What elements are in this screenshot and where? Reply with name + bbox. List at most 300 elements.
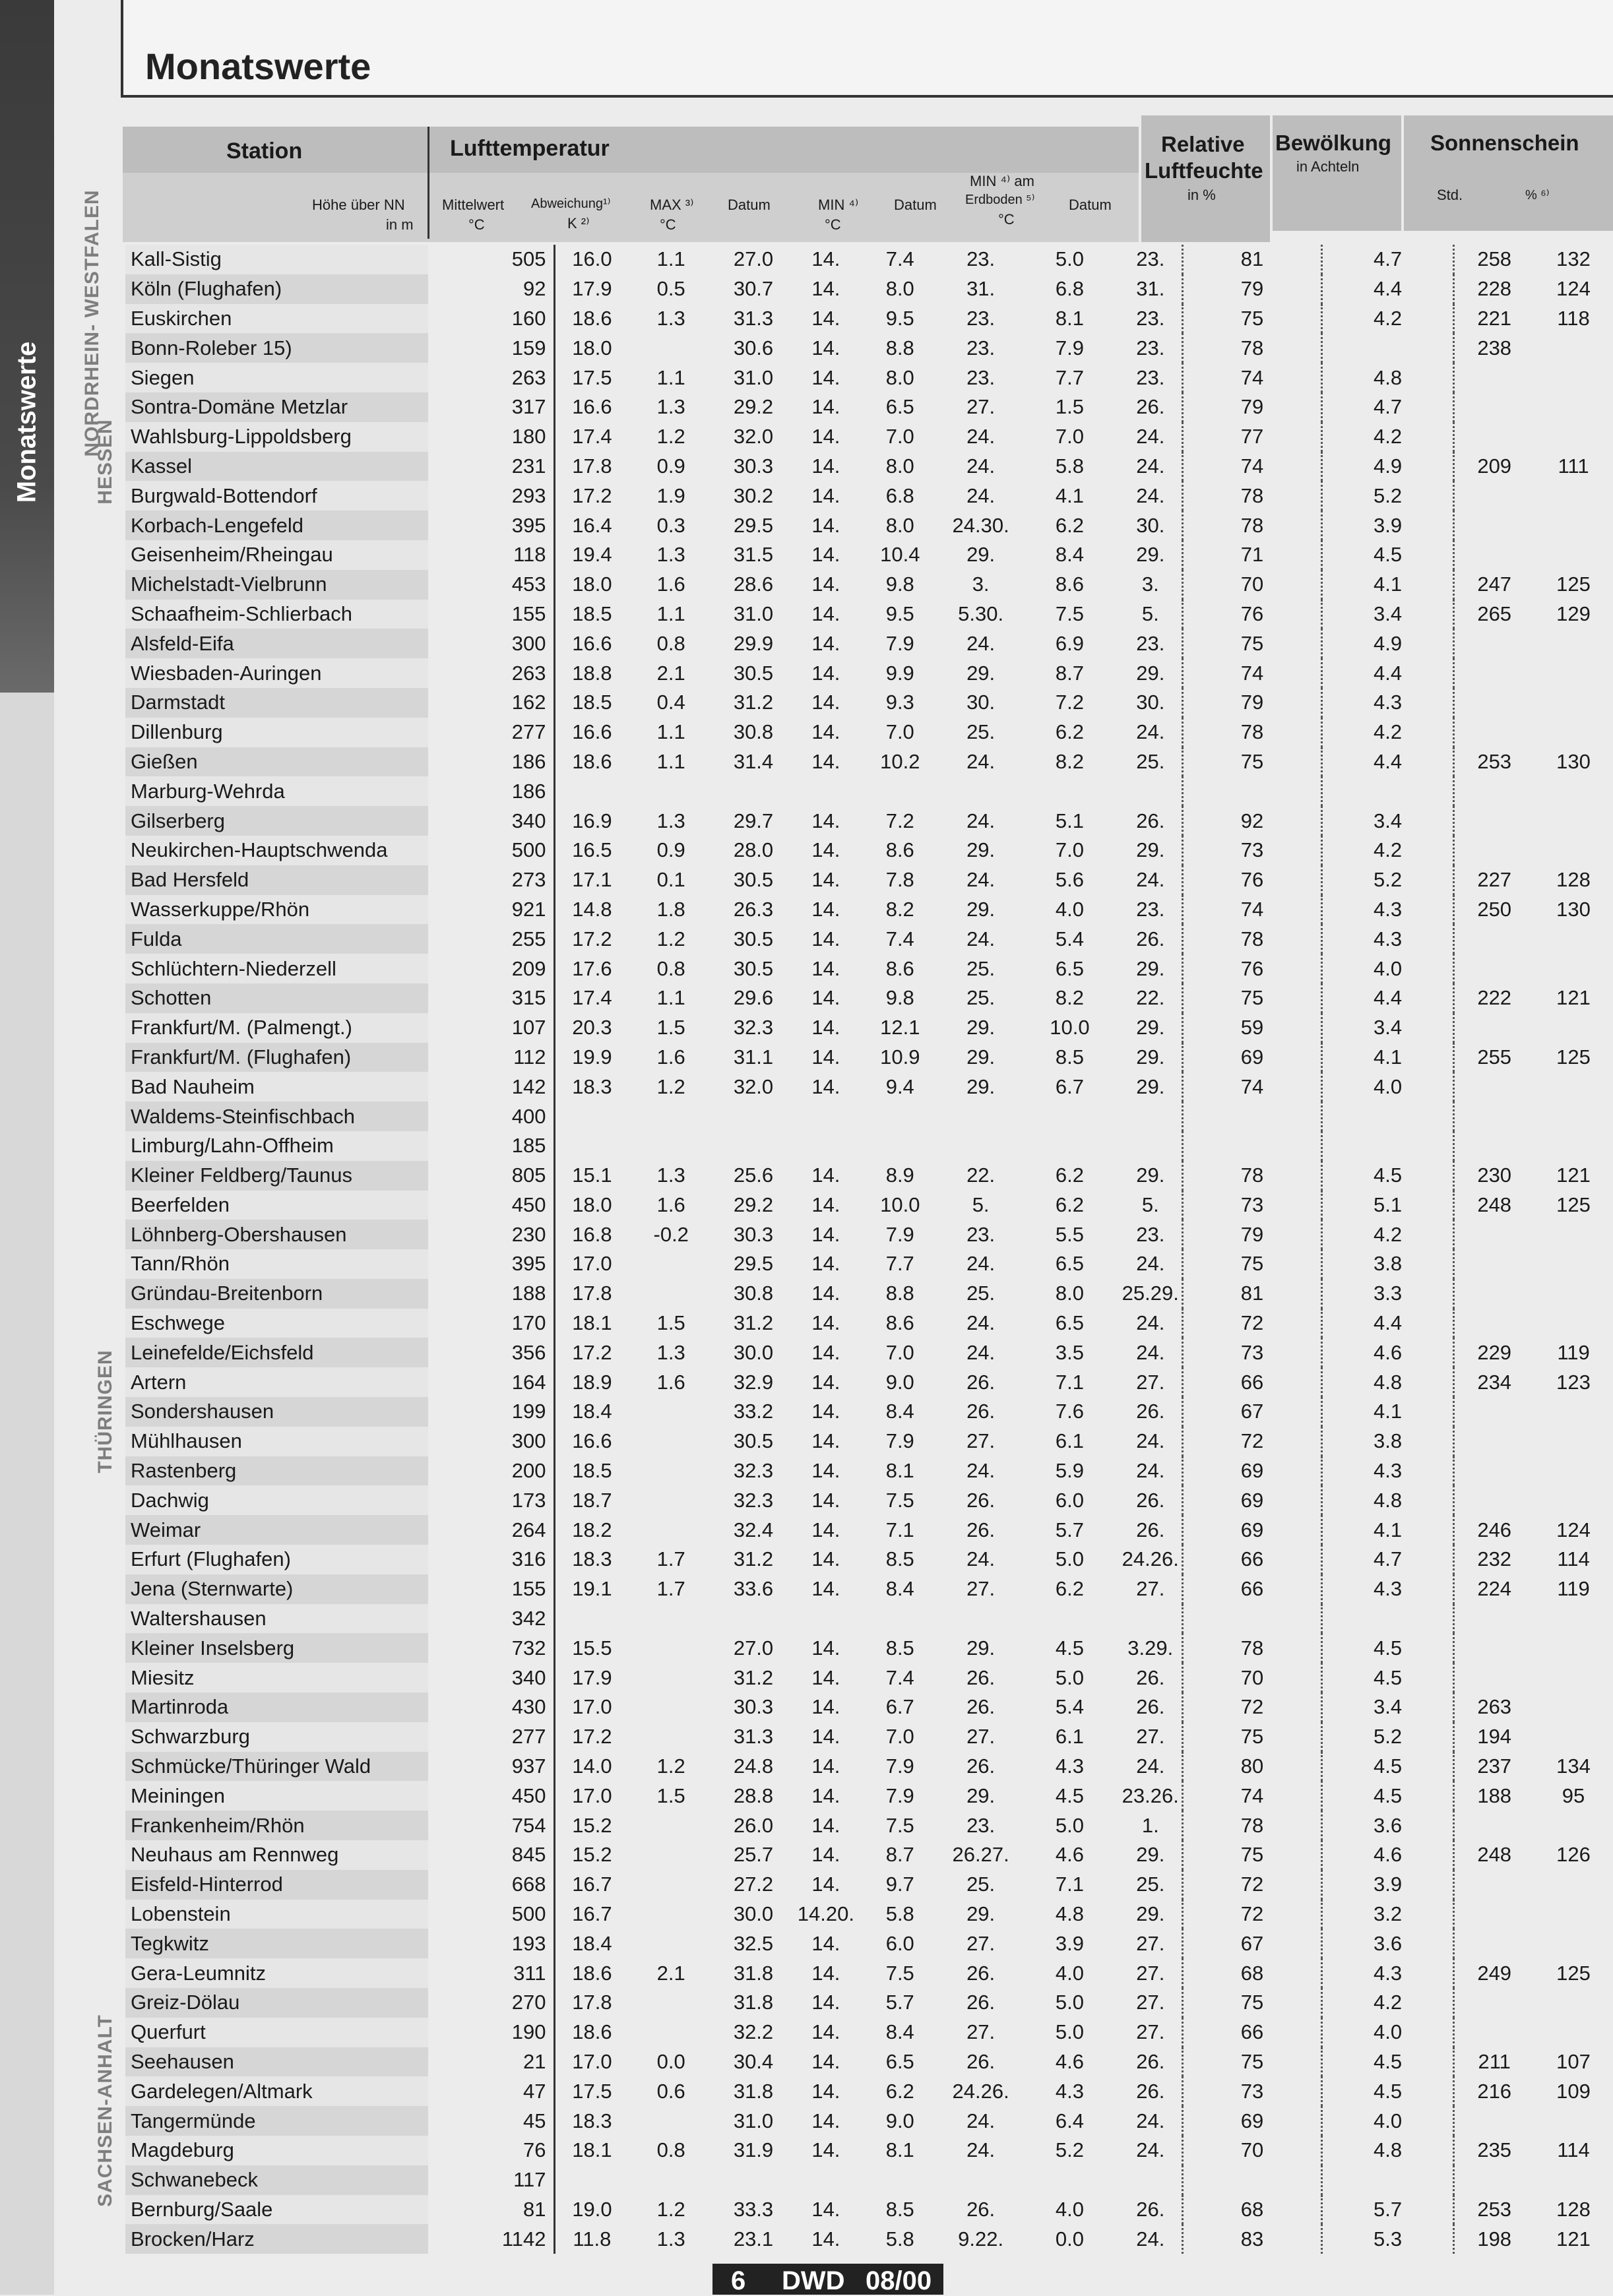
table-cell: 7.0: [1055, 838, 1084, 862]
table-cell: 7.0: [885, 1340, 914, 1364]
table-cell: 14.: [811, 1547, 840, 1571]
table-cell: [714, 1131, 793, 1161]
table-cell: 3.6: [1321, 1929, 1454, 1958]
table-cell: [1454, 1101, 1534, 1131]
table-row: [125, 1485, 1613, 1515]
table-cell: 5.: [1141, 602, 1159, 625]
table-cell: 31.8: [733, 1961, 774, 1985]
table-cell: 26.: [1136, 1400, 1165, 1423]
station-name-cell: Magdeburg: [125, 2136, 428, 2165]
table-row: [125, 363, 1613, 392]
relative-header: Relative: [1161, 132, 1245, 156]
table-cell: 0.1: [656, 868, 685, 892]
table-cell: 7.1: [885, 1518, 914, 1541]
table-cell: [1454, 954, 1534, 983]
table-cell: [941, 1101, 1021, 1131]
table-cell: 4.9: [1321, 452, 1454, 481]
table-cell: 29.: [1136, 1045, 1165, 1069]
table-row: [125, 1367, 1613, 1397]
table-cell: 3.: [972, 573, 990, 596]
table-cell: 845: [428, 1840, 555, 1870]
table-cell: 31.2: [733, 691, 774, 714]
table-cell: 6.2: [1055, 513, 1084, 537]
table-cell: 117: [428, 2165, 555, 2195]
table-cell: [1321, 1101, 1454, 1131]
table-cell: 5.8: [885, 1902, 914, 1926]
station-name-cell: Schotten: [125, 983, 428, 1013]
table-cell: 25.: [966, 956, 996, 980]
table-cell: 75: [1183, 304, 1321, 334]
table-cell: 8.8: [885, 1282, 914, 1305]
table-cell: 16.6: [572, 1429, 612, 1453]
table-cell: 66: [1183, 1574, 1321, 1604]
table-cell: 30.5: [733, 1429, 774, 1453]
table-row: [125, 1988, 1613, 2018]
table-cell: 4.5: [1321, 1633, 1454, 1663]
table-cell: 160: [428, 304, 555, 334]
table-cell: 75: [1183, 1840, 1321, 1870]
table-cell: 4.6: [1055, 1843, 1084, 1867]
abweichung-unit: K ²⁾: [567, 215, 590, 232]
footer-issue: 08/00: [866, 2266, 932, 2295]
table-cell: 112: [428, 1043, 555, 1072]
table-cell: [714, 2165, 793, 2195]
table-cell: [1454, 1072, 1534, 1101]
table-cell: 4.5: [1321, 2047, 1454, 2077]
table-cell: 17.0: [572, 1252, 612, 1276]
table-cell: 8.0: [1055, 1282, 1084, 1305]
table-cell: 4.5: [1321, 2076, 1454, 2106]
table-cell: 29.: [966, 1016, 996, 1039]
table-cell: 249: [1454, 1958, 1534, 1988]
table-cell: 180: [428, 422, 555, 452]
table-cell: [1534, 481, 1613, 511]
table-cell: 185: [428, 1131, 555, 1161]
table-cell: 258: [1454, 245, 1534, 274]
table-cell: 75: [1183, 1988, 1321, 2018]
table-cell: 31.0: [733, 2109, 774, 2132]
table-cell: [628, 1870, 714, 1900]
table-cell: [628, 1101, 714, 1131]
table-cell: 6.5: [1055, 1252, 1084, 1276]
table-cell: 7.9: [885, 1784, 914, 1807]
table-cell: 200: [428, 1456, 555, 1486]
table-cell: 27.: [1136, 1725, 1165, 1749]
table-cell: 30.8: [733, 1282, 774, 1305]
table-cell: 209: [1454, 452, 1534, 481]
table-cell: 7.5: [885, 1488, 914, 1512]
table-cell: 29.: [966, 897, 996, 921]
table-cell: 14.: [811, 1518, 840, 1541]
station-name-cell: Alsfeld-Eifa: [125, 629, 428, 658]
table-cell: 162: [428, 688, 555, 718]
table-cell: 18.4: [572, 1931, 612, 1955]
table-cell: [1454, 776, 1534, 806]
max-header: MAX ³⁾: [650, 197, 694, 213]
table-cell: 5.2: [1055, 2138, 1084, 2162]
table-cell: 76: [1183, 865, 1321, 895]
table-cell: 23.: [966, 306, 996, 330]
table-cell: 27.: [966, 395, 996, 419]
table-cell: [1454, 1131, 1534, 1161]
table-cell: 253: [1454, 747, 1534, 777]
table-row: [125, 1072, 1613, 1101]
table-cell: 73: [1183, 2076, 1321, 2106]
table-cell: 14.: [811, 956, 840, 980]
table-cell: 270: [428, 1988, 555, 2018]
table-row: [125, 1722, 1613, 1752]
table-row: [125, 924, 1613, 954]
table-cell: 263: [1454, 1692, 1534, 1722]
table-cell: 0.0: [1055, 2227, 1084, 2250]
table-row: [125, 392, 1613, 422]
table-row: [125, 2165, 1613, 2195]
table-cell: 430: [428, 1692, 555, 1722]
table-cell: 1.9: [656, 483, 685, 507]
table-row: [125, 540, 1613, 570]
table-cell: [1534, 2106, 1613, 2136]
table-cell: [1534, 1929, 1613, 1958]
table-cell: 265: [1454, 600, 1534, 629]
table-cell: 126: [1556, 1843, 1591, 1867]
table-cell: 14.: [811, 1636, 840, 1660]
table-cell: 14.: [811, 2079, 840, 2103]
station-name-cell: Schwarzburg: [125, 1722, 428, 1752]
table-cell: 5.8: [885, 2227, 914, 2250]
table-cell: 15.5: [572, 1636, 612, 1660]
station-name-cell: Wiesbaden-Auringen: [125, 658, 428, 688]
table-cell: 8.5: [1055, 1045, 1084, 1069]
table-cell: 8.0: [885, 513, 914, 537]
table-cell: 31.2: [733, 1665, 774, 1689]
station-name-cell: Waldems-Steinfischbach: [125, 1101, 428, 1131]
station-name-cell: Rastenberg: [125, 1456, 428, 1486]
table-cell: 25.: [1136, 1873, 1165, 1896]
table-cell: [1454, 718, 1534, 747]
table-cell: 5.7: [885, 1991, 914, 2014]
table-cell: [555, 1604, 628, 1634]
table-cell: [1021, 1604, 1120, 1634]
table-cell: 107: [428, 1013, 555, 1043]
table-cell: 75: [1183, 1722, 1321, 1752]
table-cell: 24.: [966, 483, 996, 507]
table-cell: [1454, 1427, 1534, 1456]
table-cell: [1454, 1663, 1534, 1692]
table-cell: 29.5: [733, 1252, 774, 1276]
table-cell: 17.9: [572, 277, 612, 301]
table-cell: [628, 1131, 714, 1161]
table-row: [125, 1220, 1613, 1249]
table-cell: 16.7: [572, 1902, 612, 1926]
table-cell: 14.: [811, 1252, 840, 1276]
table-cell: [628, 1840, 714, 1870]
table-cell: 505: [428, 245, 555, 274]
table-cell: 4.4: [1321, 747, 1454, 777]
table-cell: 263: [428, 363, 555, 392]
station-name-cell: Brocken/Harz: [125, 2224, 428, 2254]
table-cell: 16.0: [572, 247, 612, 271]
table-cell: 30.0: [733, 1902, 774, 1926]
table-cell: [1534, 1249, 1613, 1279]
table-cell: 74: [1183, 658, 1321, 688]
bewoelkung-unit: in Achteln: [1296, 158, 1360, 175]
table-cell: 6.8: [885, 483, 914, 507]
station-name-cell: Kall-Sistig: [125, 245, 428, 274]
table-cell: [1021, 776, 1120, 806]
table-cell: [1534, 954, 1613, 983]
table-cell: 186: [428, 747, 555, 777]
table-cell: 26.: [966, 1961, 996, 1985]
table-cell: 12.1: [880, 1016, 920, 1039]
table-cell: 29.7: [733, 809, 774, 832]
table-cell: 72: [1183, 1870, 1321, 1900]
table-cell: 31.8: [733, 1991, 774, 2014]
table-cell: [628, 1663, 714, 1692]
table-row: [125, 1013, 1613, 1043]
table-row: [125, 1043, 1613, 1072]
station-name-cell: Erfurt (Flughafen): [125, 1545, 428, 1574]
table-cell: 25.: [966, 1873, 996, 1896]
table-cell: [1119, 1131, 1182, 1161]
table-cell: 23.: [966, 247, 996, 271]
table-cell: 69: [1183, 1485, 1321, 1515]
table-cell: 14.: [811, 336, 840, 359]
table-cell: 30.6: [733, 336, 774, 359]
min-erd-header-1: MIN ⁴⁾ am: [970, 173, 1034, 189]
sonnenschein-header: Sonnenschein: [1430, 131, 1579, 155]
table-cell: 72: [1183, 1427, 1321, 1456]
table-row: [125, 245, 1613, 274]
table-cell: 17.0: [572, 1695, 612, 1719]
table-cell: 500: [428, 1900, 555, 1929]
table-cell: 16.5: [572, 838, 612, 862]
table-row: [125, 1574, 1613, 1604]
table-row: [125, 1249, 1613, 1279]
bewoelkung-header: Bewölkung: [1275, 131, 1392, 155]
table-cell: 311: [428, 1958, 555, 1988]
table-cell: 26.: [966, 1370, 996, 1394]
station-name-cell: Bad Nauheim: [125, 1072, 428, 1101]
table-cell: 277: [428, 718, 555, 747]
station-name-cell: Köln (Flughafen): [125, 274, 428, 304]
table-cell: 8.1: [885, 2138, 914, 2162]
table-cell: 395: [428, 511, 555, 540]
table-cell: 26.: [966, 1695, 996, 1719]
table-cell: 18.2: [572, 1518, 612, 1541]
table-cell: 114: [1557, 2138, 1590, 2162]
table-cell: 1.3: [656, 306, 685, 330]
table-cell: [1534, 1485, 1613, 1515]
station-name-cell: Sontra-Domäne Metzlar: [125, 392, 428, 422]
table-cell: 4.0: [1321, 2106, 1454, 2136]
station-name-cell: Miesitz: [125, 1663, 428, 1692]
table-cell: 31.3: [733, 1725, 774, 1749]
table-cell: 9.9: [885, 661, 914, 685]
table-cell: 81: [1183, 245, 1321, 274]
table-cell: 17.0: [572, 2050, 612, 2073]
table-cell: 2.1: [656, 661, 685, 685]
table-row: [125, 1811, 1613, 1840]
table-cell: 231: [428, 452, 555, 481]
table-cell: 1.6: [656, 1045, 685, 1069]
table-cell: 26.: [966, 1488, 996, 1512]
table-cell: 18.0: [572, 336, 612, 359]
table-cell: 16.6: [572, 395, 612, 419]
table-cell: [941, 1131, 1021, 1161]
table-cell: 3.: [1141, 573, 1159, 596]
table-cell: 4.6: [1321, 1338, 1454, 1367]
table-cell: 29.: [1136, 838, 1165, 862]
table-cell: 8.4: [885, 1400, 914, 1423]
table-cell: [859, 776, 941, 806]
table-cell: 29.: [966, 1784, 996, 1807]
table-cell: [1321, 333, 1454, 363]
table-cell: 4.1: [1055, 483, 1084, 507]
table-cell: 33.3: [733, 2197, 774, 2221]
table-cell: [1534, 1988, 1613, 2018]
table-cell: 69: [1183, 1515, 1321, 1545]
table-cell: 1.1: [656, 247, 685, 271]
table-cell: 164: [428, 1367, 555, 1397]
station-name-cell: Gera-Leumnitz: [125, 1958, 428, 1988]
table-cell: 10.2: [880, 749, 920, 773]
station-name-cell: Gründau-Breitenborn: [125, 1279, 428, 1309]
table-cell: [1534, 658, 1613, 688]
table-cell: 24.: [1136, 1311, 1165, 1335]
table-cell: 293: [428, 481, 555, 511]
table-cell: 8.2: [885, 897, 914, 921]
table-cell: 76: [1183, 600, 1321, 629]
table-row: [125, 422, 1613, 452]
min-erd-header-2: Erdboden ⁵⁾: [965, 193, 1035, 207]
table-cell: [1534, 1013, 1613, 1043]
table-cell: 9.5: [885, 306, 914, 330]
station-name-cell: Tegkwitz: [125, 1929, 428, 1958]
table-cell: 216: [1454, 2076, 1534, 2106]
station-name-cell: Bonn-Roleber 15): [125, 333, 428, 363]
table-cell: 340: [428, 1663, 555, 1692]
table-cell: 6.8: [1055, 277, 1084, 301]
table-cell: 4.3: [1321, 1574, 1454, 1604]
table-cell: [555, 1131, 628, 1161]
table-cell: 2.1: [656, 1961, 685, 1985]
table-cell: 23.: [1136, 897, 1165, 921]
footer-tab: [712, 2264, 943, 2295]
station-name-cell: Frankfurt/M. (Flughafen): [125, 1043, 428, 1072]
table-cell: 7.1: [1055, 1873, 1084, 1896]
table-cell: 3.4: [1321, 806, 1454, 836]
table-cell: [1534, 2165, 1613, 2195]
table-cell: 92: [1183, 806, 1321, 836]
table-cell: 14.: [811, 631, 840, 655]
table-cell: 30.4: [733, 2050, 774, 2073]
table-cell: 0.4: [656, 691, 685, 714]
table-cell: 26.: [1136, 809, 1165, 832]
table-cell: 7.4: [885, 1665, 914, 1689]
table-cell: 31.0: [733, 365, 774, 389]
table-cell: 6.4: [1055, 2109, 1084, 2132]
table-cell: 237: [1454, 1752, 1534, 1782]
table-row: [125, 1958, 1613, 1988]
table-cell: 5.0: [1055, 1991, 1084, 2014]
table-cell: 4.3: [1321, 924, 1454, 954]
table-cell: 3.6: [1321, 1811, 1454, 1840]
table-cell: 4.4: [1321, 983, 1454, 1013]
table-cell: 14.: [811, 1577, 840, 1601]
table-cell: [1183, 1101, 1321, 1131]
station-name-cell: Marburg-Wehrda: [125, 776, 428, 806]
table-cell: [859, 1131, 941, 1161]
table-cell: 66: [1183, 2018, 1321, 2047]
table-cell: 14.: [811, 1164, 840, 1187]
table-cell: 30.: [1136, 513, 1165, 537]
table-cell: 4.5: [1321, 1663, 1454, 1692]
table-cell: 18.5: [572, 1459, 612, 1483]
table-cell: 70: [1183, 570, 1321, 600]
table-cell: 9.8: [885, 573, 914, 596]
table-cell: 111: [1558, 454, 1589, 478]
table-cell: [628, 2165, 714, 2195]
table-cell: 4.5: [1055, 1636, 1084, 1660]
table-cell: 27.: [1136, 1961, 1165, 1985]
table-cell: 26.: [1136, 1518, 1165, 1541]
table-cell: 77: [1183, 422, 1321, 452]
table-cell: 7.9: [885, 631, 914, 655]
table-cell: 26.0: [733, 1813, 774, 1837]
table-cell: 81: [428, 2195, 555, 2225]
table-cell: 14.: [811, 1991, 840, 2014]
min-unit: °C: [825, 216, 841, 233]
table-cell: 70: [1183, 1663, 1321, 1692]
table-cell: 14.: [811, 1400, 840, 1423]
table-cell: [628, 1692, 714, 1722]
footer-org: DWD: [782, 2266, 845, 2295]
table-cell: 132: [1556, 247, 1591, 271]
table-cell: 78: [1183, 481, 1321, 511]
table-row: [125, 1900, 1613, 1929]
table-cell: 68: [1183, 1958, 1321, 1988]
table-row: [125, 274, 1613, 304]
station-name-cell: Fulda: [125, 924, 428, 954]
table-cell: 45: [428, 2106, 555, 2136]
table-cell: 29.: [1136, 1016, 1165, 1039]
station-name-cell: Tann/Rhön: [125, 1249, 428, 1279]
station-name-cell: Frankfurt/M. (Palmengt.): [125, 1013, 428, 1043]
table-cell: 230: [1454, 1161, 1534, 1191]
table-row: [125, 1515, 1613, 1545]
table-cell: [1454, 1309, 1534, 1338]
table-cell: [1183, 2165, 1321, 2195]
table-cell: 66: [1183, 1367, 1321, 1397]
table-cell: 16.9: [572, 809, 612, 832]
table-cell: 500: [428, 836, 555, 865]
table-cell: 14.: [811, 2020, 840, 2044]
table-cell: [1454, 422, 1534, 452]
table-cell: [1534, 511, 1613, 540]
table-cell: 14.: [811, 2197, 840, 2221]
table-cell: [628, 1397, 714, 1427]
table-cell: 14.0: [572, 1754, 612, 1778]
table-cell: 4.3: [1321, 688, 1454, 718]
table-cell: 6.2: [885, 2079, 914, 2103]
table-row: [125, 1338, 1613, 1367]
table-cell: 7.5: [1055, 602, 1084, 625]
table-cell: 5.30.: [958, 602, 1004, 625]
table-cell: 4.2: [1321, 304, 1454, 334]
table-cell: 14.: [811, 602, 840, 625]
table-cell: 30.5: [733, 661, 774, 685]
table-cell: [859, 1604, 941, 1634]
